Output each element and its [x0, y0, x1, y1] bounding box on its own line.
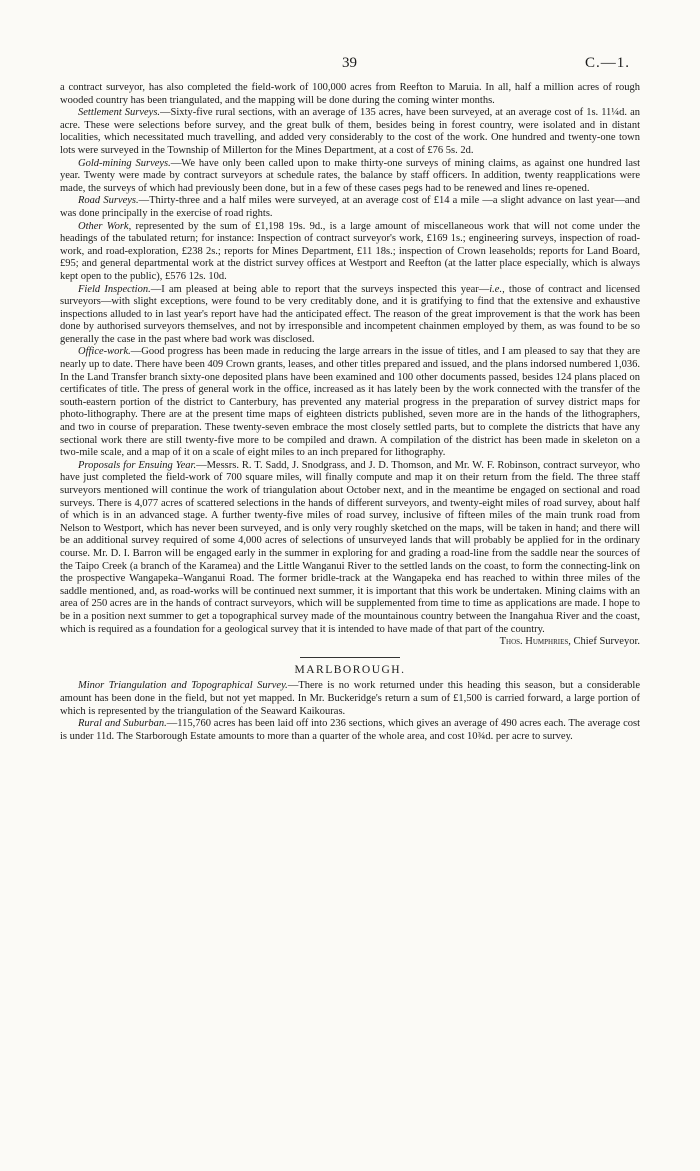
minor-triangulation-paragraph — [60, 680, 640, 718]
field-inspection-title: Field Inspection. — [78, 283, 151, 295]
proposals-text: —Messrs. R. T. Sadd, J. Snodgrass, and J. D. Thomson, and Mr. W. F. Robinson, contract surveyor, who have just completed the field-work of 700 square miles, will finally compute and map it on their return from the field. The three staff surveyors mentioned will continue the work of triangulation about October next, and in the meantime be engaged on sectional and road surveys. There is 4,077 acres of scattered selections in the hands of different surveyors, and twenty-eight miles of road survey, about half of which is in an advanced stage. A further twenty-five miles of road survey, inclusive of fifteen miles of the main trunk road from Nelson to Westport, which has never been surveyed, and is only very roughly sketched on the maps, will be taken in hand; and there will be an additional survey required of some 4,000 acres of selections of unsurveyed lands that will probably be applied for in the ordinary course. Mr. D. I. Barron will be engaged early in the summer in exploring for and grading a road-line from the saddle near the sources of the Taipo Creek (a branch of the Karamea) and the Little Wanganui River to the settled lands on the coast, to form the connecting-link on the prospective Wangapeka–Wanganui Road. The former bridle-track at the Wangapeka end has reached to within three miles of the saddle mentioned, and, as road-works will be continued next summer, it is important that this work be undertaken. Mining claims with an area of 250 acres are in the hands of contract surveyors, which will be supplemented from time to time as applications are made. I hope to be in a position next summer to get a topographical survey made of the mountainous country between the Inangahua River and the coast, which is required as a foundation for a geological survey that it is intended to have made of that part of the country. — [60, 459, 640, 635]
gold-mining-surveys-paragraph — [60, 158, 640, 196]
settlement-surveys-text: —Sixty-five rural sections, with an average of 135 acres, have been surveyed, at an average cost of 1s. 11¼d. an acre. These were selections before survey, and the great bulk of them, besides being in forest country, were isolated and in distant localities, which necessitated much travelling, and added very considerably to the cost of the work. One hundred and twenty-one town lots were surveyed in the Township of Millerton for the Mines Department, at a cost of £76 5s. 2d. — [60, 107, 640, 156]
office-work-text: —Good progress has been made in reducing the large arrears in the issue of titles, and I am pleased to say that they are nearly up to date. There have been 409 Crown grants, leases, and other titles prepared and issued, and the plans indorsed numbered 1,036. In the Land Transfer branch sixty-one deposited plans have been examined and 100 other documents passed, besides 124 plans placed on certificates of title. The press of general work in the office, increased as it has lately been by the work connected with the transfer of the south-eastern portion of the district to Canterbury, has prevented any material progress in the preparation of survey district maps for photo-lithography. There are at the present time maps of eighteen districts published, seven more are in the hands of the lithographers, and two in course of preparation. These twenty-seven embrace the most closely settled parts, but to complete the districts that have any sectional work there are still twenty-five more to be compiled and drawn. A compilation of the district has been made in skeleton on a two-mile scale, and a map of it on a scale of eight miles to an inch prepared for lithography. — [60, 346, 640, 459]
office-work-paragraph — [60, 346, 640, 459]
field-inspection-paragraph — [60, 284, 640, 347]
rural-suburban-title: Rural and Suburban. — [78, 718, 167, 730]
settlement-surveys-paragraph — [60, 107, 640, 157]
signature-title: Chief Surveyor. — [570, 636, 640, 648]
page-number: 39 — [342, 55, 357, 71]
gold-mining-surveys-title: Gold-mining Surveys. — [78, 157, 171, 169]
office-work-title: Office-work. — [78, 346, 131, 358]
intro-paragraph — [60, 82, 640, 107]
gold-mining-surveys-text: —We have only been called upon to make thirty-one surveys of mining claims, as against one hundred last year. Twenty were made by contract surveyors at schedule rates, the balance by staff officers. In addition, twenty reapplications were made, the surveys of which had previously been done, but in a few of these cases pegs had to be renewed and lines re-opened. — [60, 157, 640, 194]
rural-suburban-paragraph — [60, 718, 640, 743]
report-body — [60, 82, 640, 743]
proposals-title: Proposals for Ensuing Year. — [78, 459, 197, 471]
road-surveys-paragraph — [60, 195, 640, 220]
proposals-paragraph — [60, 460, 640, 636]
intro-text: a contract surveyor, has also completed the field-work of 100,000 acres from Reefton to Maruia. In all, half a million acres of rough wooded country has been triangulated, and the mapping will be done during the coming winter months. — [60, 82, 640, 106]
settlement-surveys-title: Settlement Surveys. — [78, 107, 161, 119]
minor-triangulation-title: Minor Triangulation and Topographical Survey. — [78, 680, 288, 692]
signature-name: Thos. Humphries, — [499, 636, 571, 648]
marlborough-heading: MARLBOROUGH. — [294, 663, 406, 676]
road-surveys-text: —Thirty-three and a half miles were surveyed, at an average cost of £14 a mile —a slight advance on last year—and was done principally in the exercise of road rights. — [60, 195, 640, 219]
rural-suburban-text: —115,760 acres has been laid off into 236 sections, which gives an average of 490 acres each. The average cost is under 11d. The Starborough Estate amounts to more than a quarter of the whole area, and cost 10¾d. per acre to survey. — [60, 718, 640, 742]
signature-block — [60, 636, 640, 649]
field-inspection-text-a: —I am pleased at being able to report that the surveys inspected this year— — [150, 283, 490, 295]
page-header — [0, 55, 700, 75]
road-surveys-title: Road Surveys. — [78, 195, 139, 207]
other-work-text: represented by the sum of £1,198 19s. 9d., is a large amount of miscellaneous work that will not come under the headings of the tabulated return; for instance: Inspection of contract surveyor's work, £169 1s.; engineering surveys, inspection of road-work, and road-exploration, £238 2s.; reports for Mines Department, £11 18s.; inspection of Crown leaseholds; reports for Land Board, £95; and general departmental work at the district survey offices at Westport and Reefton (at the latter place especially, which is always kept open to the public), £576 12s. 10d. — [60, 220, 640, 282]
section-divider — [300, 657, 400, 658]
document-code: C.—1. — [585, 55, 631, 71]
other-work-title: Other Work, — [78, 220, 132, 232]
minor-triangulation-text: —There is no work returned under this heading this season, but a considerable amount has been done in the field, but not yet mapped. In Mr. Buckeridge's return a sum of £1,500 is carried forward, a large portion of which is represented by the triangulation of the Seaward Kaikouras. — [60, 680, 640, 717]
field-inspection-text-b: those of contract and licensed surveyors—with slight exceptions, were found to be very creditably done, and it is gratifying to find that the extensive and exhaustive inspections alluded to in last year's report have had the anticipated effect. The reason of the great improvement is that the work has been done by authorised surveyors themselves, and not by irresponsible and incompetent chainmen employed by them, as was found to be so generally the case in the past where bad work was disclosed. — [60, 283, 640, 345]
other-work-paragraph — [60, 221, 640, 284]
field-inspection-ie: i.e., — [489, 283, 505, 295]
